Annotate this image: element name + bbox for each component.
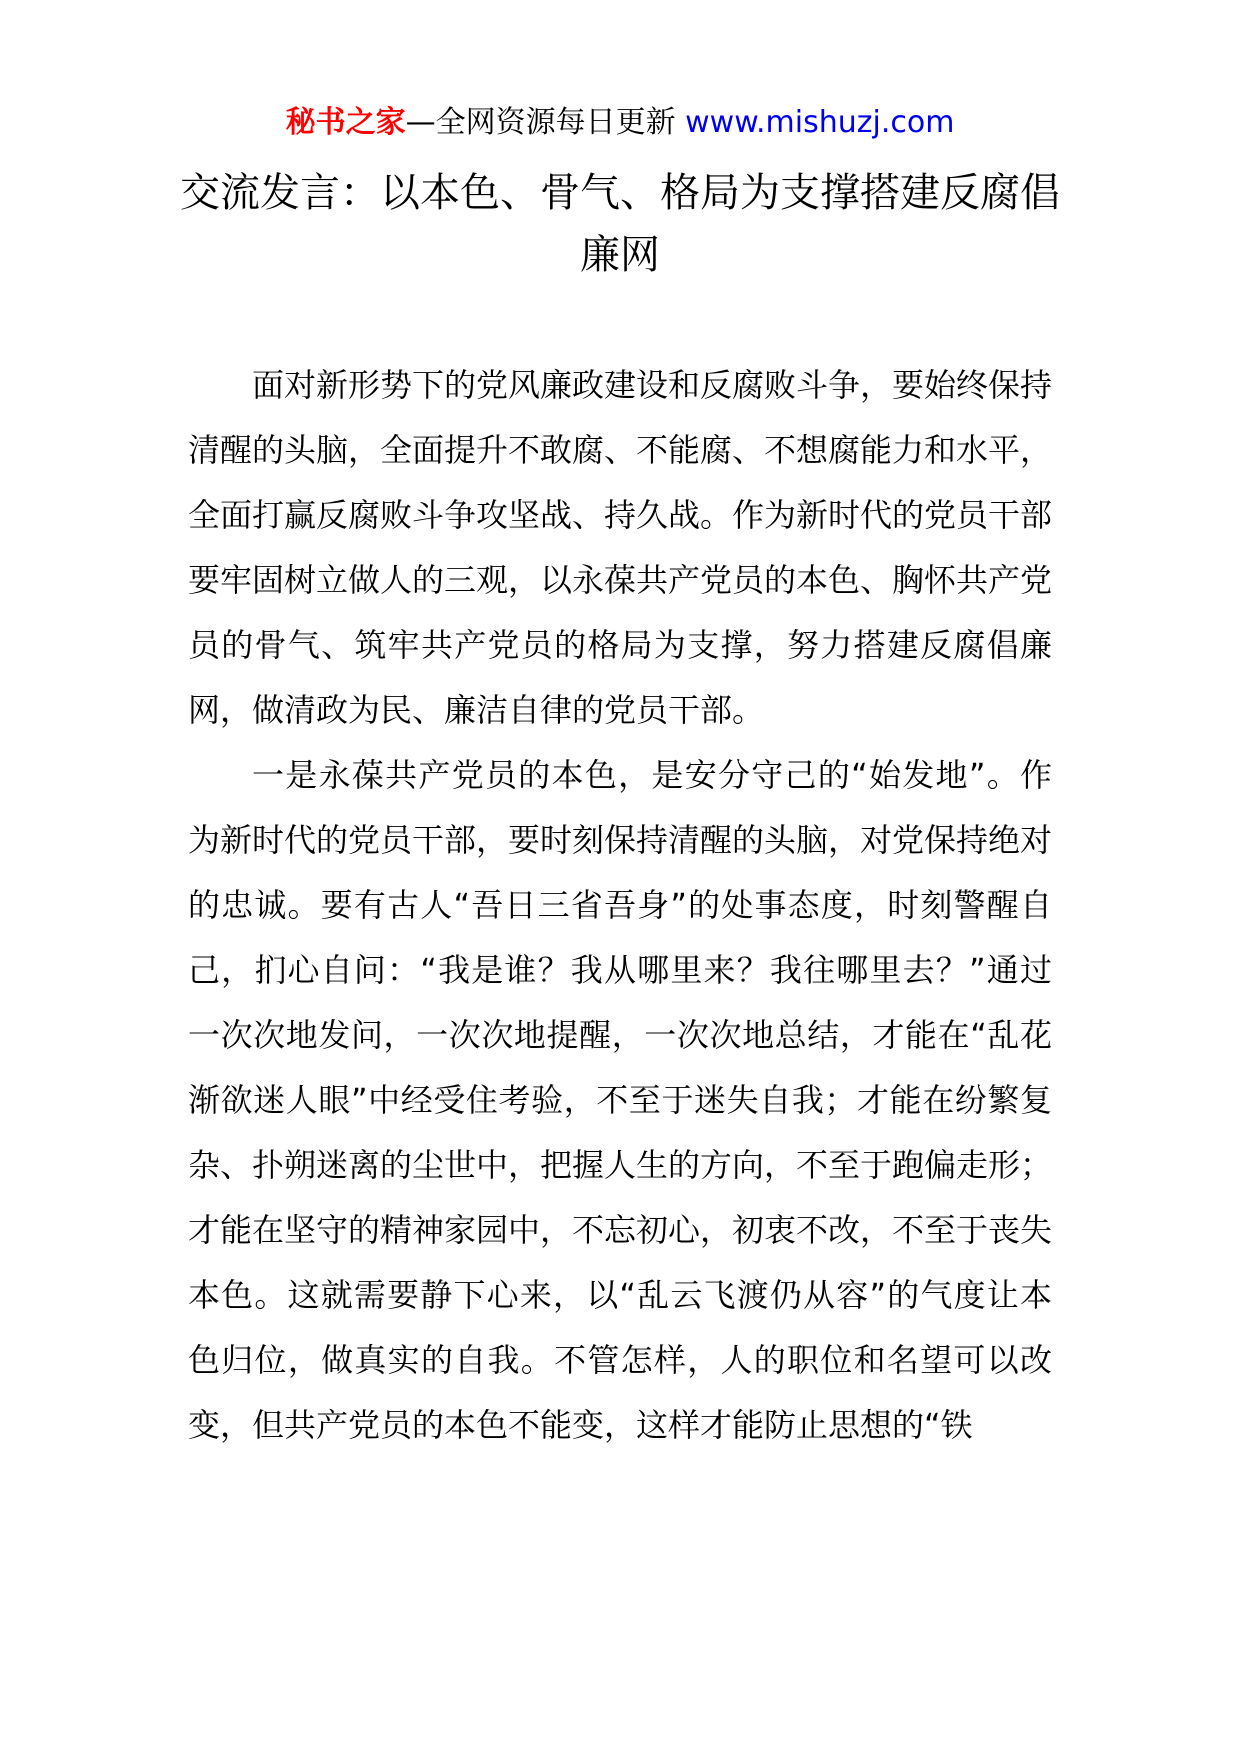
brand-name: 秘书之家 bbox=[285, 105, 406, 140]
site-header bbox=[0, 100, 1240, 146]
paragraph-point-one: 一是永葆共产党员的本色，是安分守己的“始发地”。作为新时代的党员干部，要时刻保持清醒的头脑，对党保持绝对的忠诚。要有古人“吾日三省吾身”的处事态度，时刻警醒自己，扪心自问：“我是谁？我从哪里来？我往哪里去？”通过一次次地发问，一次次地提醒，一次次地总结，才能在“乱花渐欲迷人眼”中经受住考验，不至于迷失自我；才能在纷繁复杂、扑朔迷离的尘世中，把握人生的方向，不至于跑偏走形；才能在坚守的精神家园中，不忘初心，初衷不改，不至于丧失本色。这就需要静下心来，以“乱云飞渡仍从容”的气度让本色归位，做真实的自我。不管怎样，人的职位和名望可以改变，但共产党员的本色不能变，这样才能防止思想的“铁 bbox=[188, 756, 1053, 1444]
document-title: 交流发言：以本色、骨气、格局为支撑搭建反腐倡廉网 bbox=[180, 170, 1060, 278]
paragraph-intro: 面对新形势下的党风廉政建设和反腐败斗争，要始终保持清醒的头脑，全面提升不敢腐、不能腐、不想腐能力和水平，全面打赢反腐败斗争攻坚战、持久战。作为新时代的党员干部要牢固树立做人的三观，以永葆共产党员的本色、胸怀共产党员的骨气、筑牢共产党员的格局为支撑，努力搭建反腐倡廉网，做清政为民、廉洁自律的党员干部。 bbox=[188, 366, 1053, 729]
document-body bbox=[188, 353, 1052, 1458]
site-url-link[interactable]: www.mishuzj.com bbox=[685, 105, 955, 140]
header-tagline: —全网资源每日更新 bbox=[405, 105, 686, 140]
